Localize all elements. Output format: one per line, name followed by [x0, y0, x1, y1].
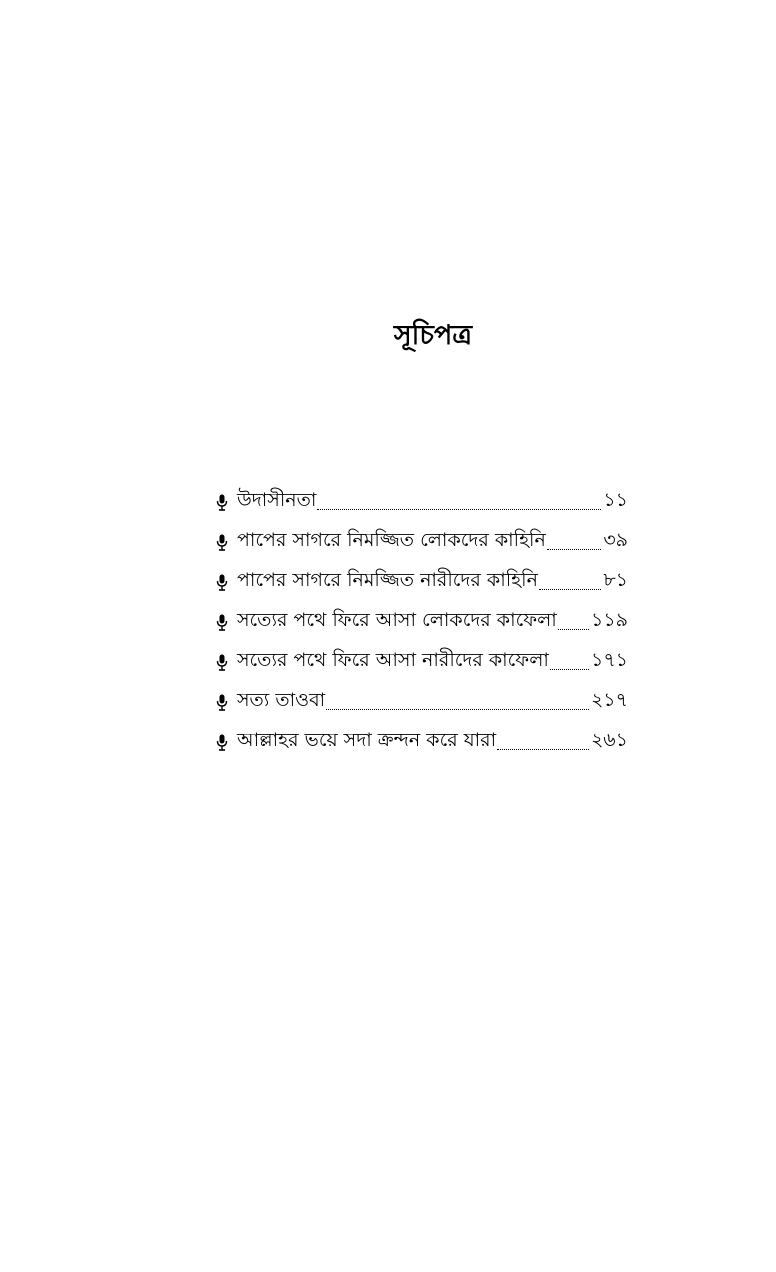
- toc-entry[interactable]: [216, 562, 628, 602]
- toc-entry-page: ১১: [603, 489, 628, 511]
- toc-entry-page: ২১৭: [590, 689, 628, 711]
- toc-entry-title: সত্য তাওবা: [237, 689, 326, 711]
- dot-leader: [547, 548, 601, 550]
- toc-entry-page: ১১৯: [591, 609, 628, 631]
- toc-entry[interactable]: [216, 642, 628, 682]
- microphone-icon: [216, 572, 230, 592]
- dot-leader: [317, 508, 601, 510]
- toc-entry[interactable]: [216, 682, 628, 722]
- toc-entry[interactable]: [216, 602, 628, 642]
- microphone-icon: [216, 612, 230, 632]
- microphone-icon: [216, 532, 230, 552]
- toc-entry-title: সত্যের পথে ফিরে আসা নারীদের কাফেলা: [237, 649, 549, 671]
- dot-leader: [539, 588, 601, 590]
- dot-leader: [326, 708, 589, 710]
- toc-entry-title: আল্লাহর ভয়ে সদা ক্রন্দন করে যারা: [237, 729, 497, 751]
- toc-entry-title: পাপের সাগরে নিমজ্জিত নারীদের কাহিনি: [237, 569, 538, 591]
- dot-leader: [558, 628, 589, 630]
- toc-entry-page: ১৭১: [590, 649, 628, 671]
- toc-entry-page: ৩৯: [603, 529, 628, 551]
- microphone-icon: [216, 732, 230, 752]
- microphone-icon: [216, 652, 230, 672]
- toc-entry-page: ৮১: [603, 569, 628, 591]
- toc-entry-title: উদাসীনতা: [237, 489, 317, 511]
- table-of-contents: [216, 482, 628, 762]
- toc-entry-title: সত্যের পথে ফিরে আসা লোকদের কাফেলা: [237, 609, 557, 631]
- microphone-icon: [216, 492, 230, 512]
- toc-entry[interactable]: [216, 722, 628, 762]
- page-title: সূচিপত্র: [393, 320, 473, 351]
- toc-entry-title: পাপের সাগরে নিমজ্জিত লোকদের কাহিনি: [237, 529, 546, 551]
- microphone-icon: [216, 692, 230, 712]
- toc-entry[interactable]: [216, 482, 628, 522]
- toc-entry-page: ২৬১: [590, 729, 628, 751]
- dot-leader: [550, 668, 589, 670]
- dot-leader: [497, 748, 589, 750]
- toc-entry[interactable]: [216, 522, 628, 562]
